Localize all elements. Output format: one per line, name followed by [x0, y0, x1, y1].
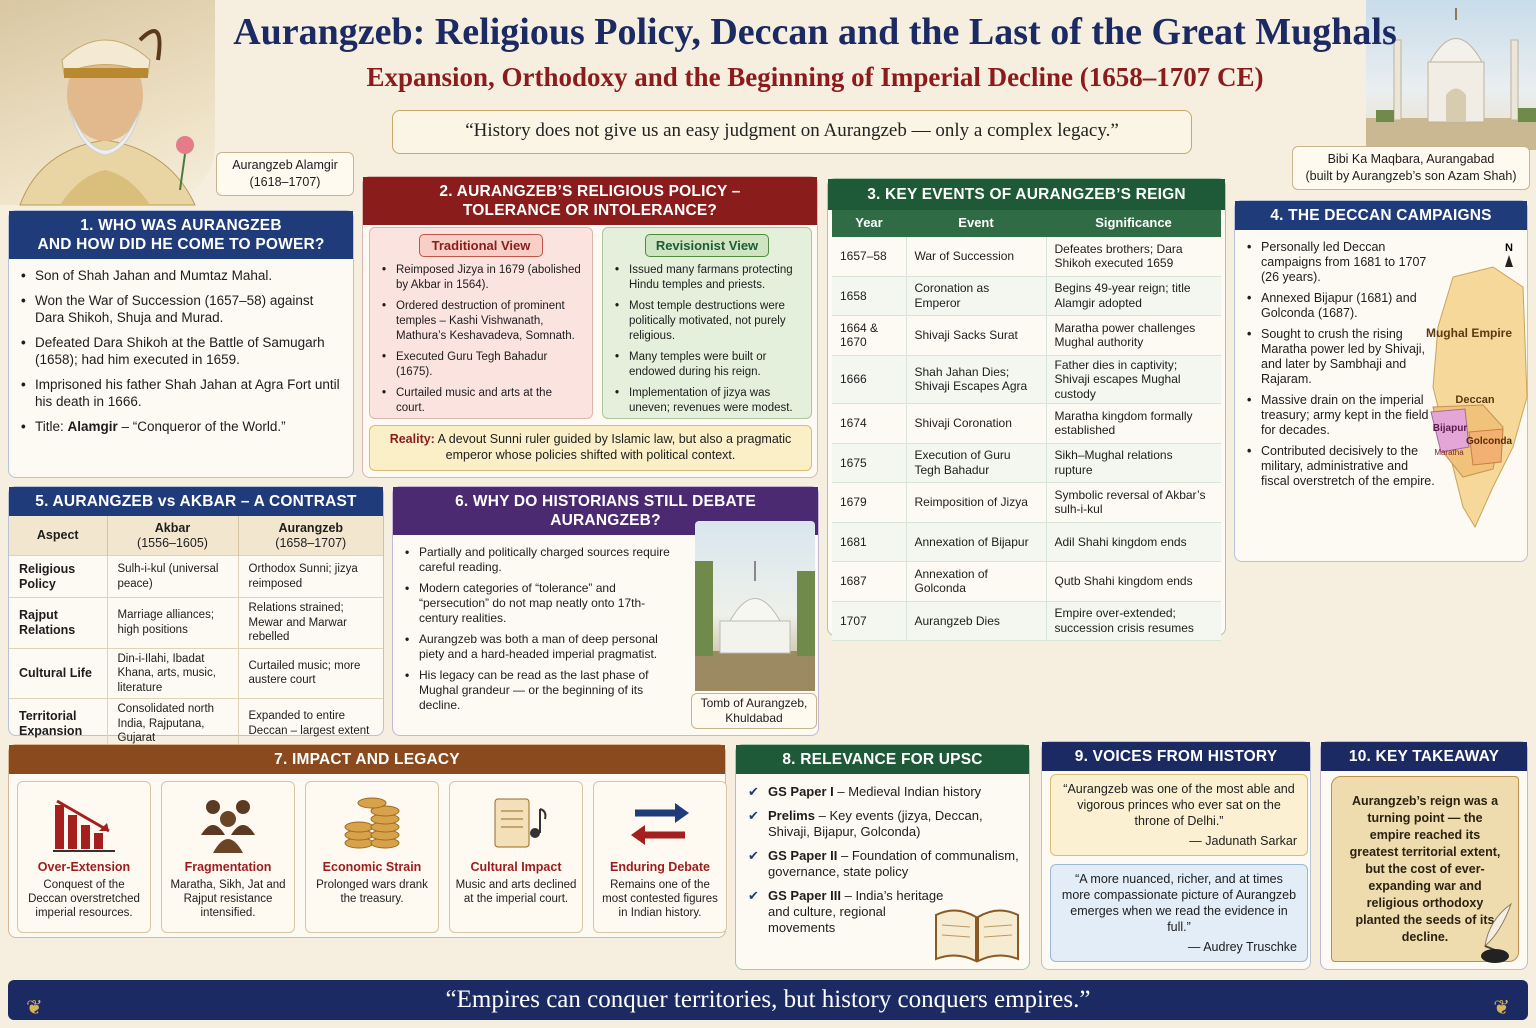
title-suffix: – “Conqueror of the World.”: [117, 419, 286, 434]
quote-sarkar: [1050, 774, 1308, 856]
list-item: • Massive drain on the imperial treasury; army kept in the field for decades.: [1247, 393, 1435, 438]
contrast-aspect: Territorial Expansion: [9, 699, 107, 749]
list-item: • Imprisoned his father Shah Jahan at Agra Fort until his death in 1666.: [21, 376, 343, 410]
table-row: [832, 276, 1221, 316]
table-row: [832, 237, 1221, 277]
map-label-maratha: Maratha: [1434, 448, 1464, 457]
map-north-label: N: [1505, 242, 1513, 254]
section-key-events: [827, 178, 1226, 636]
upsc-item: [746, 848, 1019, 880]
event-significance: Empire over-extended; succession crisis resumes: [1054, 606, 1194, 635]
header-quote: “History does not give us an easy judgment on Aurangzeb — only a complex legacy.”: [392, 110, 1192, 154]
monument-caption: [1292, 146, 1530, 190]
card-economic-strain: [305, 781, 439, 933]
page-subtitle: Expansion, Orthodoxy and the Beginning of Imperial Decline (1658–1707 CE): [366, 62, 1264, 92]
card-title: Economic Strain: [322, 860, 422, 874]
event-significance: Adil Shahi kingdom ends: [1054, 534, 1187, 549]
section-2-title-line1: 2. AURANGZEB’S RELIGIOUS POLICY –: [439, 183, 741, 200]
contrast-aspect: Religious Policy: [9, 556, 107, 598]
map-label-deccan: Deccan: [1455, 394, 1495, 406]
tomb-caption-line2: Khuldabad: [725, 711, 783, 725]
contrast-akbar: Din-i-Ilahi, Ibadat Khana, arts, music, literature: [107, 648, 238, 699]
event-name: Coronation as Emperor: [906, 276, 1046, 316]
event-year: 1657–58: [832, 237, 906, 277]
contrast-header-row: [9, 516, 383, 556]
list-item: • Implementation of jizya was uneven; revenues were modest.: [615, 386, 801, 416]
list-item: • Son of Shah Jahan and Mumtaz Mahal.: [21, 267, 343, 284]
checkmark-icon: ✔: [748, 888, 759, 903]
col-event: Event: [958, 215, 994, 230]
section-religious-policy: [362, 176, 818, 478]
event-year: 1664 & 1670: [832, 316, 906, 356]
checkmark-icon: ✔: [748, 808, 759, 823]
table-row: [9, 556, 383, 598]
section-8-header: 8. RELEVANCE FOR UPSC: [736, 745, 1029, 774]
card-cultural-impact: [449, 781, 583, 933]
section-1-list: [9, 259, 353, 435]
takeaway-text: Aurangzeb’s reign was a turning point — the empire reached its greatest territorial extent, but the cost of ever-expanding war and religious orthodoxy planted the seeds of its decline.: [1349, 794, 1501, 944]
event-name: Reimposition of Jizya: [906, 483, 1046, 523]
upsc-item-bold: Prelims: [768, 808, 815, 823]
upsc-item-text: – Key events (jizya, Deccan, Shivaji, Bijapur, Golconda): [768, 808, 983, 839]
table-row: [832, 562, 1221, 602]
revisionist-view-label: Revisionist View: [645, 234, 769, 257]
music-scroll-icon: [450, 790, 582, 856]
portrait-caption: [216, 152, 354, 196]
upsc-item-bold: GS Paper II: [768, 848, 838, 863]
event-significance: Maratha power challenges Mughal authority: [1054, 320, 1196, 350]
list-item: • Personally led Deccan campaigns from 1681 to 1707 (26 years).: [1247, 240, 1435, 285]
event-year: 1707: [832, 601, 906, 641]
table-row: [9, 598, 383, 649]
event-significance: Sikh–Mughal relations rupture: [1054, 448, 1173, 477]
list-item: • Most temple destructions were politically motivated, not purely religious.: [615, 299, 801, 344]
card-title: Cultural Impact: [470, 860, 562, 874]
contrast-akbar: Marriage alliances; high positions: [107, 598, 238, 649]
card-title: Enduring Debate: [609, 860, 710, 874]
section-deccan-campaigns: [1234, 200, 1528, 562]
card-title: Over-Extension: [37, 860, 131, 874]
event-name: Execution of Guru Tegh Bahadur: [906, 443, 1046, 483]
event-name: Annexation of Bijapur: [906, 522, 1046, 562]
section-key-takeaway: [1320, 741, 1528, 970]
list-item: • Ordered destruction of prominent temples – Kashi Vishwanath, Mathura’s Keshavadeva, Somnath.: [382, 299, 582, 344]
aurangzeb-portrait: [0, 0, 215, 205]
card-text: Maratha, Sikh, Jat and Rajput resistance intensified.: [170, 879, 286, 919]
section-4-header: 4. THE DECCAN CAMPAIGNS: [1235, 201, 1527, 230]
list-item: • His legacy can be read as the last phase of Mughal grandeur — or the beginning of its decline.: [405, 668, 681, 713]
section-who-was-aurangzeb: [8, 210, 354, 478]
quote-truschke: [1050, 864, 1308, 962]
event-year: 1675: [832, 443, 906, 483]
section-1-header: [9, 211, 353, 259]
col-akbar: [107, 516, 238, 556]
contrast-aurangzeb: Orthodox Sunni; jizya reimposed: [248, 563, 358, 590]
list-item: • Won the War of Succession (1657–58) against Dara Shikoh, Shuja and Murad.: [21, 292, 343, 326]
col-year: Year: [855, 215, 883, 230]
table-row: [832, 404, 1221, 444]
event-significance: Father dies in captivity; Shivaji escapes Mughal custody: [1054, 357, 1181, 401]
title-prefix: Title:: [35, 419, 68, 434]
title-bold: Alamgir: [67, 419, 118, 434]
contrast-table-body: [9, 556, 383, 749]
upsc-item: [746, 888, 946, 936]
upsc-item: [746, 808, 1019, 840]
table-row: [832, 522, 1221, 562]
section-3-header: 3. KEY EVENTS OF AURANGZEB’S REIGN: [828, 179, 1225, 210]
revisionist-list: [603, 259, 811, 416]
table-row: [832, 443, 1221, 483]
traditional-view-box: [369, 227, 593, 419]
list-item: • Annexed Bijapur (1681) and Golconda (1687).: [1247, 291, 1435, 321]
events-table-body: [832, 237, 1221, 641]
event-name: War of Succession: [906, 237, 1046, 277]
list-item: • Curtailed music and arts at the court.: [382, 386, 582, 416]
card-fragmentation: [161, 781, 295, 933]
card-over-extension: [17, 781, 151, 933]
table-row: [832, 483, 1221, 523]
col-aspect: Aspect: [9, 516, 107, 556]
col-aurangzeb-years: (1658–1707): [275, 535, 347, 550]
event-significance: Defeates brothers; Dara Shikoh executed 1659: [1054, 241, 1183, 270]
list-item: • Partially and politically charged sources require careful reading.: [405, 545, 681, 575]
event-year: 1666: [832, 355, 906, 404]
section-1-title-line2: AND HOW DID HE COME TO POWER?: [37, 236, 325, 253]
section-aurangzeb-vs-akbar: [8, 486, 384, 744]
contrast-aurangzeb: Curtailed music; more austere court: [248, 659, 361, 687]
col-aurangzeb-name: Aurangzeb: [278, 521, 344, 535]
col-aurangzeb: [238, 516, 383, 556]
event-year: 1687: [832, 562, 906, 602]
footer-quote: “Empires can conquer territories, but history conquers empires.”: [445, 986, 1091, 1013]
open-book-icon: [932, 885, 1022, 965]
contrast-akbar: Sulh-i-kul (universal peace): [107, 556, 238, 598]
list-item: • Issued many farmans protecting Hindu temples and priests.: [615, 263, 801, 293]
portrait-name: Aurangzeb Alamgir: [232, 158, 338, 172]
card-enduring-debate: [593, 781, 727, 933]
upsc-item-text: – India’s heritage and culture, regional movements: [768, 888, 944, 935]
section-9-header: 9. VOICES FROM HISTORY: [1042, 742, 1310, 771]
deccan-map: [1423, 237, 1527, 561]
contrast-aurangzeb: Expanded to entire Deccan – largest extent: [248, 710, 370, 737]
quote-text: “Aurangzeb was one of the most able and vigorous princes who ever sat on the throne of Delhi.”: [1063, 782, 1295, 828]
section-voices-history: [1041, 741, 1311, 970]
upsc-item: [746, 784, 1019, 800]
table-row: [832, 355, 1221, 404]
section-10-header: 10. KEY TAKEAWAY: [1321, 742, 1527, 771]
table-row: [9, 648, 383, 699]
card-text: Music and arts declined at the imperial court.: [455, 879, 577, 905]
section-impact-legacy: [8, 744, 726, 938]
quill-ink-icon: [1471, 902, 1521, 964]
checkmark-icon: ✔: [748, 848, 759, 863]
event-year: 1681: [832, 522, 906, 562]
monument-name: Bibi Ka Maqbara, Aurangabad: [1327, 152, 1495, 166]
events-table-header: [832, 210, 1221, 237]
event-name: Shah Jahan Dies; Shivaji Escapes Agra: [906, 355, 1046, 404]
event-name: Shivaji Coronation: [906, 404, 1046, 444]
section-historians-debate: [392, 486, 819, 736]
table-row: [832, 316, 1221, 356]
quote-author: — Audrey Truschke: [1187, 940, 1297, 954]
event-significance: Qutb Shahi kingdom ends: [1054, 574, 1193, 588]
section-5-header: 5. AURANGZEB vs AKBAR – A CONTRAST: [9, 487, 383, 516]
event-name: Shivaji Sacks Surat: [906, 316, 1046, 356]
table-row: [9, 699, 383, 749]
traditional-list: [370, 259, 592, 416]
section-2-header: [363, 177, 817, 225]
list-item: • Modern categories of “tolerance” and “persecution” do not map neatly onto 17th-century realities.: [405, 581, 681, 626]
event-significance: Maratha kingdom formally established: [1054, 408, 1193, 438]
contrast-aspect: Cultural Life: [9, 648, 107, 699]
upsc-item-text: – Foundation of communalism, governance, state policy: [768, 848, 1019, 879]
contrast-aurangzeb: Relations strained; Mewar and Marwar rebelled: [248, 602, 347, 643]
col-akbar-name: Akbar: [154, 521, 191, 535]
event-year: 1674: [832, 404, 906, 444]
reality-box: [369, 425, 812, 471]
list-item: [21, 418, 343, 435]
traditional-view-label: Traditional View: [419, 234, 543, 257]
upsc-item-bold: GS Paper III: [768, 888, 841, 903]
col-significance: Significance: [1095, 215, 1172, 230]
card-title: Fragmentation: [184, 860, 272, 874]
list-item: • Many temples were built or endowed during his reign.: [615, 350, 801, 380]
list-item: • Sought to crush the rising Maratha power led by Shivaji, and later by Sambhaji and Rajaram.: [1247, 327, 1435, 387]
event-name: Aurangzeb Dies: [906, 601, 1046, 641]
upsc-item-text: – Medieval Indian history: [833, 784, 982, 799]
tomb-caption-line1: Tomb of Aurangzeb,: [700, 696, 808, 710]
event-year: 1658: [832, 276, 906, 316]
reality-text: A devout Sunni ruler guided by Islamic law, but also a pragmatic emperor whose policies shifted with political context.: [434, 432, 792, 462]
event-name: Annexation of Golconda: [906, 562, 1046, 602]
list-item: • Contributed decisively to the military, administrative and fiscal overstretch of the empire.: [1247, 444, 1435, 489]
contrast-table: [9, 516, 383, 749]
card-text: Conquest of the Deccan overstretched imperial resources.: [28, 879, 140, 919]
list-item: • Aurangzeb was both a man of deep personal piety and a hard-headed imperial pragmatist.: [405, 632, 681, 662]
contrast-aspect: Rajput Relations: [9, 598, 107, 649]
upsc-item-bold: GS Paper I: [768, 784, 834, 799]
event-significance: Begins 49-year reign; title Alamgir adopted: [1054, 281, 1191, 310]
map-label-mughal: Mughal Empire: [1425, 326, 1513, 340]
coin-stack-icon: [306, 790, 438, 856]
footer-banner: [8, 980, 1528, 1020]
list-item: • Executed Guru Tegh Bahadur (1675).: [382, 350, 582, 380]
debate-list: [393, 535, 691, 713]
page-title: Aurangzeb: Religious Policy, Deccan and the Last of the Great Mughals: [233, 11, 1397, 53]
contrast-akbar: Consolidated north India, Rajputana, Gujarat: [107, 699, 238, 749]
list-item: • Defeated Dara Shikoh at the Battle of Samugarh (1658); had him executed in 1659.: [21, 334, 343, 368]
map-label-bijapur: Bijapur: [1432, 423, 1468, 434]
section-7-header: 7. IMPACT AND LEGACY: [9, 745, 725, 774]
checkmark-icon: ✔: [748, 784, 759, 799]
col-akbar-years: (1556–1605): [137, 535, 208, 550]
revisionist-view-box: [602, 227, 812, 419]
ornament-right-icon: ❦: [1493, 997, 1510, 1019]
events-table: [832, 210, 1221, 641]
card-text: Prolonged wars drank the treasury.: [316, 879, 428, 905]
section-upsc-relevance: [735, 744, 1030, 970]
reality-label: Reality:: [389, 432, 435, 446]
tomb-caption: [691, 693, 817, 729]
section-2-title-line2: TOLERANCE OR INTOLERANCE?: [462, 202, 718, 219]
declining-chart-icon: [18, 790, 150, 856]
people-group-icon: [162, 790, 294, 856]
section-1-title-line1: 1. WHO WAS AURANGZEB: [80, 217, 282, 234]
table-row: [832, 601, 1221, 641]
quote-author: — Jadunath Sarkar: [1189, 834, 1297, 848]
card-text: Remains one of the most contested figures in Indian history.: [602, 879, 718, 919]
tomb-image: [695, 521, 815, 691]
map-label-golconda: Golconda: [1465, 436, 1513, 447]
deccan-list: [1235, 230, 1445, 489]
monument-note: (built by Aurangzeb’s son Azam Shah): [1305, 169, 1517, 183]
event-year: 1679: [832, 483, 906, 523]
list-item: • Reimposed Jizya in 1679 (abolished by Akbar in 1564).: [382, 263, 582, 293]
section-6-header: 6. WHY DO HISTORIANS STILL DEBATE AURANGZEB?: [393, 487, 818, 535]
events-table-wrap: [828, 210, 1225, 641]
event-significance: Symbolic reversal of Akbar’s sulh-i-kul: [1054, 487, 1206, 517]
portrait-years: (1618–1707): [249, 175, 321, 189]
ornament-left-icon: ❦: [26, 997, 43, 1019]
exchange-arrows-icon: [594, 790, 726, 856]
quote-text: “A more nuanced, richer, and at times more compassionate picture of Aurangzeb emerges when we read the evidence in full.”: [1061, 872, 1297, 934]
